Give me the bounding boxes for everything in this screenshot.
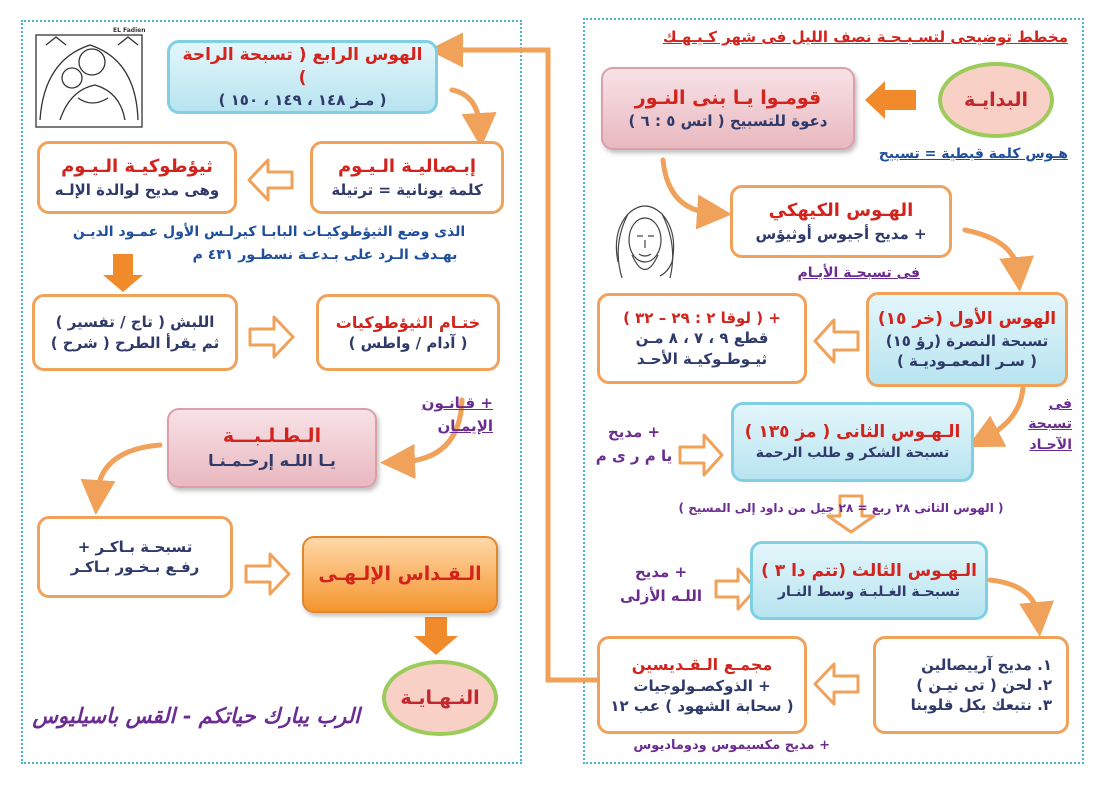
hos2-title: الـهـوس الثانى ( مز ١٣٥ ) [744, 422, 961, 443]
intro-box [601, 67, 855, 150]
hos2-box [731, 402, 974, 482]
start-oval: البدايـة [938, 62, 1054, 138]
hollow-arrow-list-majma [815, 664, 858, 704]
majma-title: مجمـع الـقـديسين [631, 654, 773, 674]
khitam-box [316, 294, 500, 371]
list-box [873, 636, 1069, 734]
fi-ahad-label: فى تسبحة الآحـاد [1028, 396, 1072, 453]
hollow-arrow-ibsalia-theotokia [249, 160, 292, 200]
hollow-arrow-bakr-qudas [246, 554, 289, 594]
talba-title: الـطـلـبـــة [222, 425, 322, 448]
qanun-label: + قـانـون الإيمـان [421, 394, 493, 435]
hos2-sub: تسبحة الشكر و طلب الرحمة [755, 445, 950, 462]
bakr-line2: رفـع بـخـور بـاكـر [70, 558, 200, 576]
hos4-title: الهوس الرابع ( تسبحة الراحة ) [182, 44, 423, 88]
hollow-arrow-hos1-luka [815, 320, 858, 362]
artist-mark: EL Fadien [113, 27, 146, 34]
majma-line2: ( سحابة الشهود ) عب ١٢ [610, 696, 794, 715]
list-item: ١. مديح آرييصالين [921, 655, 1052, 674]
talba-box [167, 408, 377, 488]
talba-sub: يـا اللـه إرحـمـنـا [208, 451, 336, 471]
kiahki-title: الهـوس الكيهكي [768, 200, 914, 222]
theotokia-box [37, 141, 237, 214]
fi-tasbeha-label: فى تسبحـة الأيـام [797, 265, 920, 281]
ibsalia-title: إبـصاليـة الـيـوم [337, 156, 477, 178]
kiahki-sub: + مديح أجيوس أوثيؤس [755, 224, 927, 243]
hollow-arrow-madih-hos2 [680, 435, 722, 475]
hos-note: هـوس كلمة قبطية = تسبيح [878, 146, 1068, 162]
theotokia-sub: وهى مديح لوالدة الإلـه [54, 180, 220, 199]
ibsalia-sub: كلمة يونانية = ترتيلة [331, 180, 483, 199]
kyrillos-line1: الذى وضع الثيؤطوكيـات البابـا كيرلـس الأول عمـود الديـن [72, 224, 466, 240]
khitam-title: ختـام الثيؤطوكيات [335, 312, 481, 332]
hos1-title: الهوس الأول (خر ١٥) [877, 308, 1057, 329]
hos4-box [167, 40, 438, 114]
lobsh-line2: ثم يقرأ الطرح ( شرح ) [50, 333, 220, 352]
ibsalia-box [310, 141, 504, 214]
bakr-line1: تسبحـة بـاكـر + [77, 537, 193, 556]
hos1-box [866, 292, 1068, 387]
hos3-box [750, 541, 988, 620]
madih-maryam-label: + مديح يا م ر ى م [595, 423, 673, 465]
luka-line1: + ( لوقا ٢ : ٢٩ – ٣٢ ) [623, 309, 781, 328]
qudas-title: الـقـداس الإلـهـى [318, 562, 482, 585]
list-item: ٢. لحن ( تى نيـن ) [916, 675, 1052, 694]
note-28-label: ( الهوس الثانى ٢٨ ربع = ٢٨ جيل من داود إلى المسيح ) [678, 501, 1004, 515]
arrow-start-intro [865, 81, 916, 119]
arrow-kyrillos-lobsh [103, 254, 143, 292]
madih-max-label: + مديح مكسيموس ودوماديوس [633, 738, 830, 753]
khitam-sub: ( آدام / واطس ) [348, 334, 468, 353]
arrow-hos4-ibsalia [452, 90, 480, 128]
hos1-line1: تسبحة النصرة (رؤ ١٥) [885, 331, 1049, 350]
luka-line2: قطع ٩ ، ٧ ، ٨ مـن [635, 329, 769, 348]
arrow-talba-bakr [97, 445, 160, 495]
kiahki-box [730, 185, 952, 258]
kyrillos-line2: بهـدف الـرد على بـدعـة نسطـور ٤٣١ م [192, 247, 458, 263]
arrow-hos3-list [990, 580, 1038, 617]
qudas-box [302, 536, 498, 613]
hos3-title: الـهـوس الثالث (تتم دا ٣ ) [761, 560, 977, 581]
luka-box [597, 293, 807, 384]
hos1-line2: ( سـر المعمـوديـة ) [896, 351, 1038, 370]
bakr-box [37, 516, 233, 598]
list-item: ٣. نتبعك بكل قلوبنا [910, 696, 1052, 715]
majma-line1: + الذوكصـولوجيات [633, 676, 771, 695]
end-oval: النـهـايـة [382, 660, 498, 736]
page-title: مخطط توضيحى لتسـبـحـة نصف الليل فى شهر كـيـهـك [662, 28, 1068, 46]
theotokia-title: ثيؤطوكيـة الـيـوم [61, 156, 213, 178]
hollow-arrow-lobsh-khitam [250, 317, 293, 357]
luka-line3: ثيـوطـوكيـة الأحـد [636, 349, 768, 368]
intro-sub: دعوة للتسبيح ( اتس ٥ : ٦ ) [628, 112, 828, 131]
majma-box [597, 636, 807, 734]
lobsh-box [32, 294, 238, 371]
arrow-intro-kiahki [663, 160, 712, 213]
hos4-sub: ( مـز ١٤٨ ، ١٤٩ ، ١٥٠ ) [218, 90, 387, 109]
arrow-qudas-end [414, 617, 458, 655]
lobsh-line1: اللبش ( تاج / تفسير ) [55, 313, 215, 332]
madih-allah-label: + مديح اللـه الأزلى [619, 563, 703, 605]
hos3-sub: تسبحـة الغـلبـة وسط النـار [778, 583, 960, 600]
arrow-kiahki-hos1 [965, 230, 1018, 272]
signature: الرب يبارك حياتكم - القس باسيليوس [32, 703, 360, 728]
intro-title: قومـوا يـا بنى النـور [634, 86, 822, 109]
